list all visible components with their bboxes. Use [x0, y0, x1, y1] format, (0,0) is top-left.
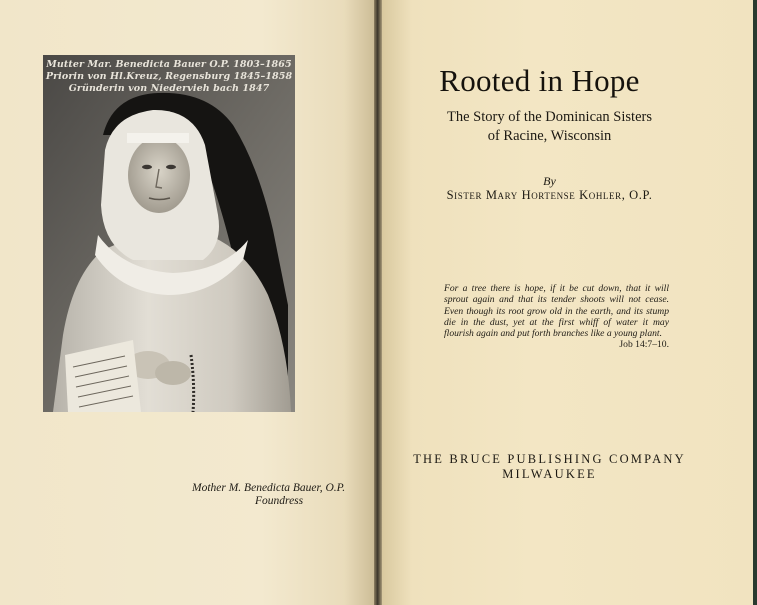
portrait-illustration [43, 55, 295, 412]
subtitle-line: of Racine, Wisconsin [487, 128, 612, 144]
book-gutter [374, 0, 382, 605]
publisher-name: THE BRUCE PUBLISHING COMPANY [413, 452, 686, 466]
epigraph-text: For a tree there is hope, if it be cut down, that it will sprout again and that its tender shoots will not cease. Even though its root grow old in the earth, and its stump die in the dust, yet at the first whiff of water it may flourish again and put forth branches like a young plant. [444, 283, 669, 340]
portrait-caption [160, 482, 365, 508]
publisher-imprint [382, 452, 717, 482]
publisher-city: MILWAUKEE [502, 467, 597, 481]
by-label: By [543, 174, 556, 188]
author-name: Sister Mary Hortense Kohler, O.P. [446, 188, 653, 202]
inscription-line: Mutter Mar. Benedicta Bauer O.P. 1803–1865 [46, 59, 292, 70]
inscription-line: Priorin von Hl.Kreuz, Regensburg 1845–1858 [45, 71, 293, 82]
page-edge [753, 0, 757, 605]
caption-name: Mother M. Benedicta Bauer, O.P. [192, 482, 346, 494]
caption-role: Foundress [255, 495, 304, 507]
inscription-line: Gründerin von Niedervieh bach 1847 [68, 83, 270, 94]
epigraph-reference: Job 14:7–10. [619, 339, 669, 351]
frontispiece-portrait [43, 55, 295, 412]
book-subtitle [382, 108, 717, 146]
subtitle-line: The Story of the Dominican Sisters [447, 109, 652, 125]
book-title: Rooted in Hope [439, 63, 640, 98]
epigraph [444, 283, 669, 351]
portrait-inscription [43, 59, 295, 95]
